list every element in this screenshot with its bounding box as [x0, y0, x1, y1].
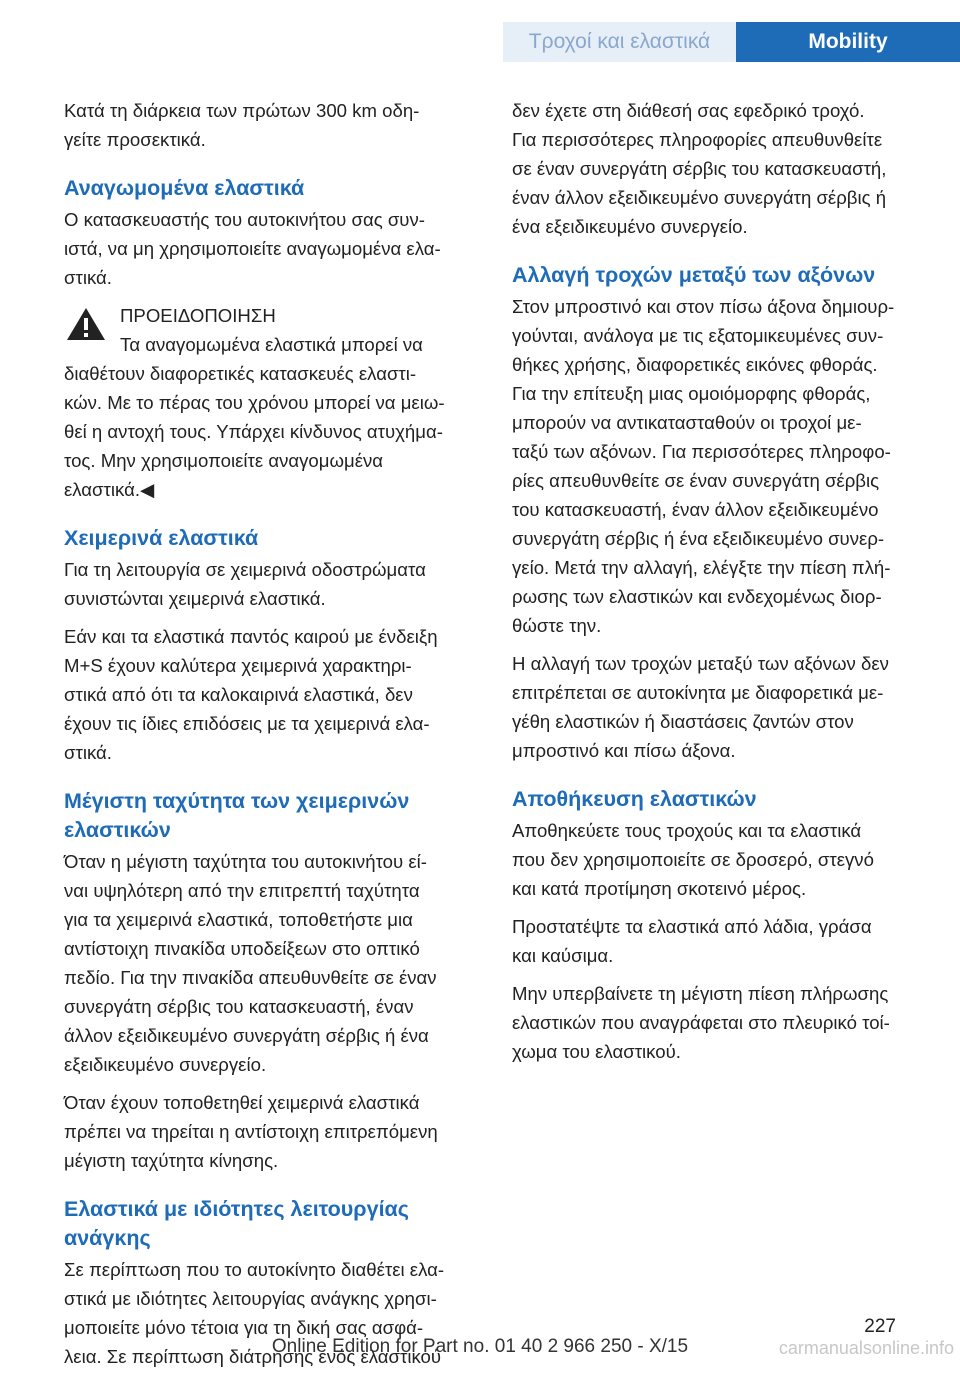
heading-retreaded-tires: Αναγωμομένα ελαστικά [64, 176, 305, 200]
heading-axle-rotation: Αλλαγή τροχών μεταξύ των αξόνων [512, 263, 876, 287]
intro-paragraph: Κατά τη διάρκεια των πρώτων 300 km οδη- γείτε προσεκτικά. [64, 100, 420, 150]
heading-max-speed-winter: Μέγιστη ταχύτητα των χειμερινών ελαστικών [64, 789, 410, 842]
retreaded-paragraph: Ο κατασκευαστής του αυτοκινήτου σας συν- ιστά, να μη χρησιμοποιείτε αναγωμομένα ελα- στικά. [64, 209, 441, 288]
chapter-tab[interactable]: Mobility [736, 22, 960, 62]
warning-triangle-icon [66, 307, 106, 341]
warning-title: ΠΡΟΕΙΔΟΠΟΙΗΣΗ [120, 305, 276, 326]
max-speed-paragraph-2: Όταν έχουν τοποθετηθεί χειμερινά ελαστικά πρέπει να τηρείται η αντίστοιχη επιτρεπόμενη μέγιστη ταχύτητα κίνησης. [64, 1092, 438, 1171]
watermark: carmanualsonline.info [778, 1338, 954, 1358]
runflat-paragraph: Σε περίπτωση που το αυτοκίνητο διαθέτει ελα- στικά με ιδιότητες λειτουργίας ανάγκης χρησι- μοποιείτε μόνο τέτοια για τη δική σας ασφά- λεια. Σε περίπτωση διάτρησης ενός ελαστικού [64, 1259, 445, 1367]
warning-text: διαθέτουν διαφορετικές κατασκευές ελαστι- κών. Με το πέρας του χρόνου μπορεί να μειω- θεί η αντοχή τους. Υπάρχει κίνδυνος ατυχήμα- τος. Μην χρησιμοποιείτε αναγομωμένα ελαστικά.◀ [64, 363, 445, 500]
left-column [64, 96, 478, 1380]
right-column [512, 96, 932, 1075]
section-tab[interactable]: Τροχοί και ελαστικά [503, 22, 736, 62]
warning-title-lines [120, 301, 478, 359]
edition-note: Online Edition for Part no. 01 40 2 966 250 - X/15 [271, 1336, 689, 1357]
winter-paragraph-2: Εάν και τα ελαστικά παντός καιρού με ένδειξη M+S έχουν καλύτερα χειμερινά χαρακτηρι- στικά από ότι τα καλοκαιρινά ελαστικά, δεν έχουν τις ίδιες επιδόσεις με τα χειμερινά ελα- στικά. [64, 626, 438, 763]
storage-paragraph-1: Αποθηκεύετε τους τροχούς και τα ελαστικά που δεν χρησιμοποιείτε σε δροσερό, στεγνό και κατά προτίμηση σκοτεινό μέρος. [512, 820, 874, 899]
storage-paragraph-3: Μην υπερβαίνετε τη μέγιστη πίεση πλήρωσης ελαστικών που αναγράφεται στο πλευρικό τοί- χωμα του ελαστικού. [512, 983, 890, 1062]
heading-winter-tires: Χειμερινά ελαστικά [64, 526, 259, 550]
axle-paragraph-2: Η αλλαγή των τροχών μεταξύ των αξόνων δεν επιτρέπεται σε αυτοκίνητα με διαφορετικά με- γέθη ελαστικών ή διαστάσεις ζαντών στον μπροστινό και πίσω άξονα. [512, 653, 889, 761]
warning-header [64, 301, 478, 359]
axle-paragraph-1: Στον μπροστινό και στον πίσω άξονα δημιουρ- γούνται, ανάλογα με τις εξατομικευμένες συν- θήκες χρήσης, διαφορετικές εικόνες φθοράς. Για την επίτευξη μιας ομοιόμορφης φθοράς, μπορούν να αντικατασταθούν οι τροχοί με- ταξύ των αξόνων. Για περισσότερες πληροφο- ρίες απευθυνθείτε σε έναν συνεργάτη σέρβις του κατασκευαστή, έναν άλλον εξειδικευμένο συνεργάτη σέρβις ή ένα εξειδικευμένο συνερ- γείο. Μετά την αλλαγή, ελέγξτε την πίεση πλή- ρωσης των ελαστικών και ενδεχομένως διορ- θώστε την. [512, 296, 895, 636]
storage-paragraph-2: Προστατέψτε τα ελαστικά από λάδια, γράσα και καύσιμα. [512, 916, 872, 966]
page-header [0, 0, 960, 62]
max-speed-paragraph-1: Όταν η μέγιστη ταχύτητα του αυτοκινήτου εί- ναι υψηλότερη από την επιτρεπτή ταχύτητα για τα χειμερινά ελαστικά, τοποθετήστε μια αντίστοιχη πινακίδα υποδείξεων στο οπτικό πεδίο. Για την πινακίδα απευθυνθείτε σε έναν συνεργάτη σέρβις του κατασκευαστή, έναν άλλον εξειδικευμένο συνεργάτη σέρβις ή ένα εξειδικευμένο συνεργείο. [64, 851, 437, 1075]
warning-first-line: Τα αναγομωμένα ελαστικά μπορεί να [120, 334, 423, 355]
heading-tire-storage: Αποθήκευση ελαστικών [512, 787, 757, 811]
warning-block [64, 301, 478, 504]
page-number: 227 [864, 1316, 896, 1337]
winter-paragraph-1: Για τη λειτουργία σε χειμερινά οδοστρώματα συνιστώνται χειμερινά ελαστικά. [64, 559, 426, 609]
heading-runflat-tires: Ελαστικά με ιδιότητες λειτουργίας ανάγκης [64, 1197, 409, 1250]
continuation-paragraph: δεν έχετε στη διάθεσή σας εφεδρικό τροχό. Για περισσότερες πληροφορίες απευθυνθείτε σε έναν συνεργάτη σέρβις του κατασκευαστή, έναν άλλον εξειδικευμένο συνεργάτη σέρβις ή ένα εξειδικευμένο συνεργείο. [512, 100, 887, 237]
